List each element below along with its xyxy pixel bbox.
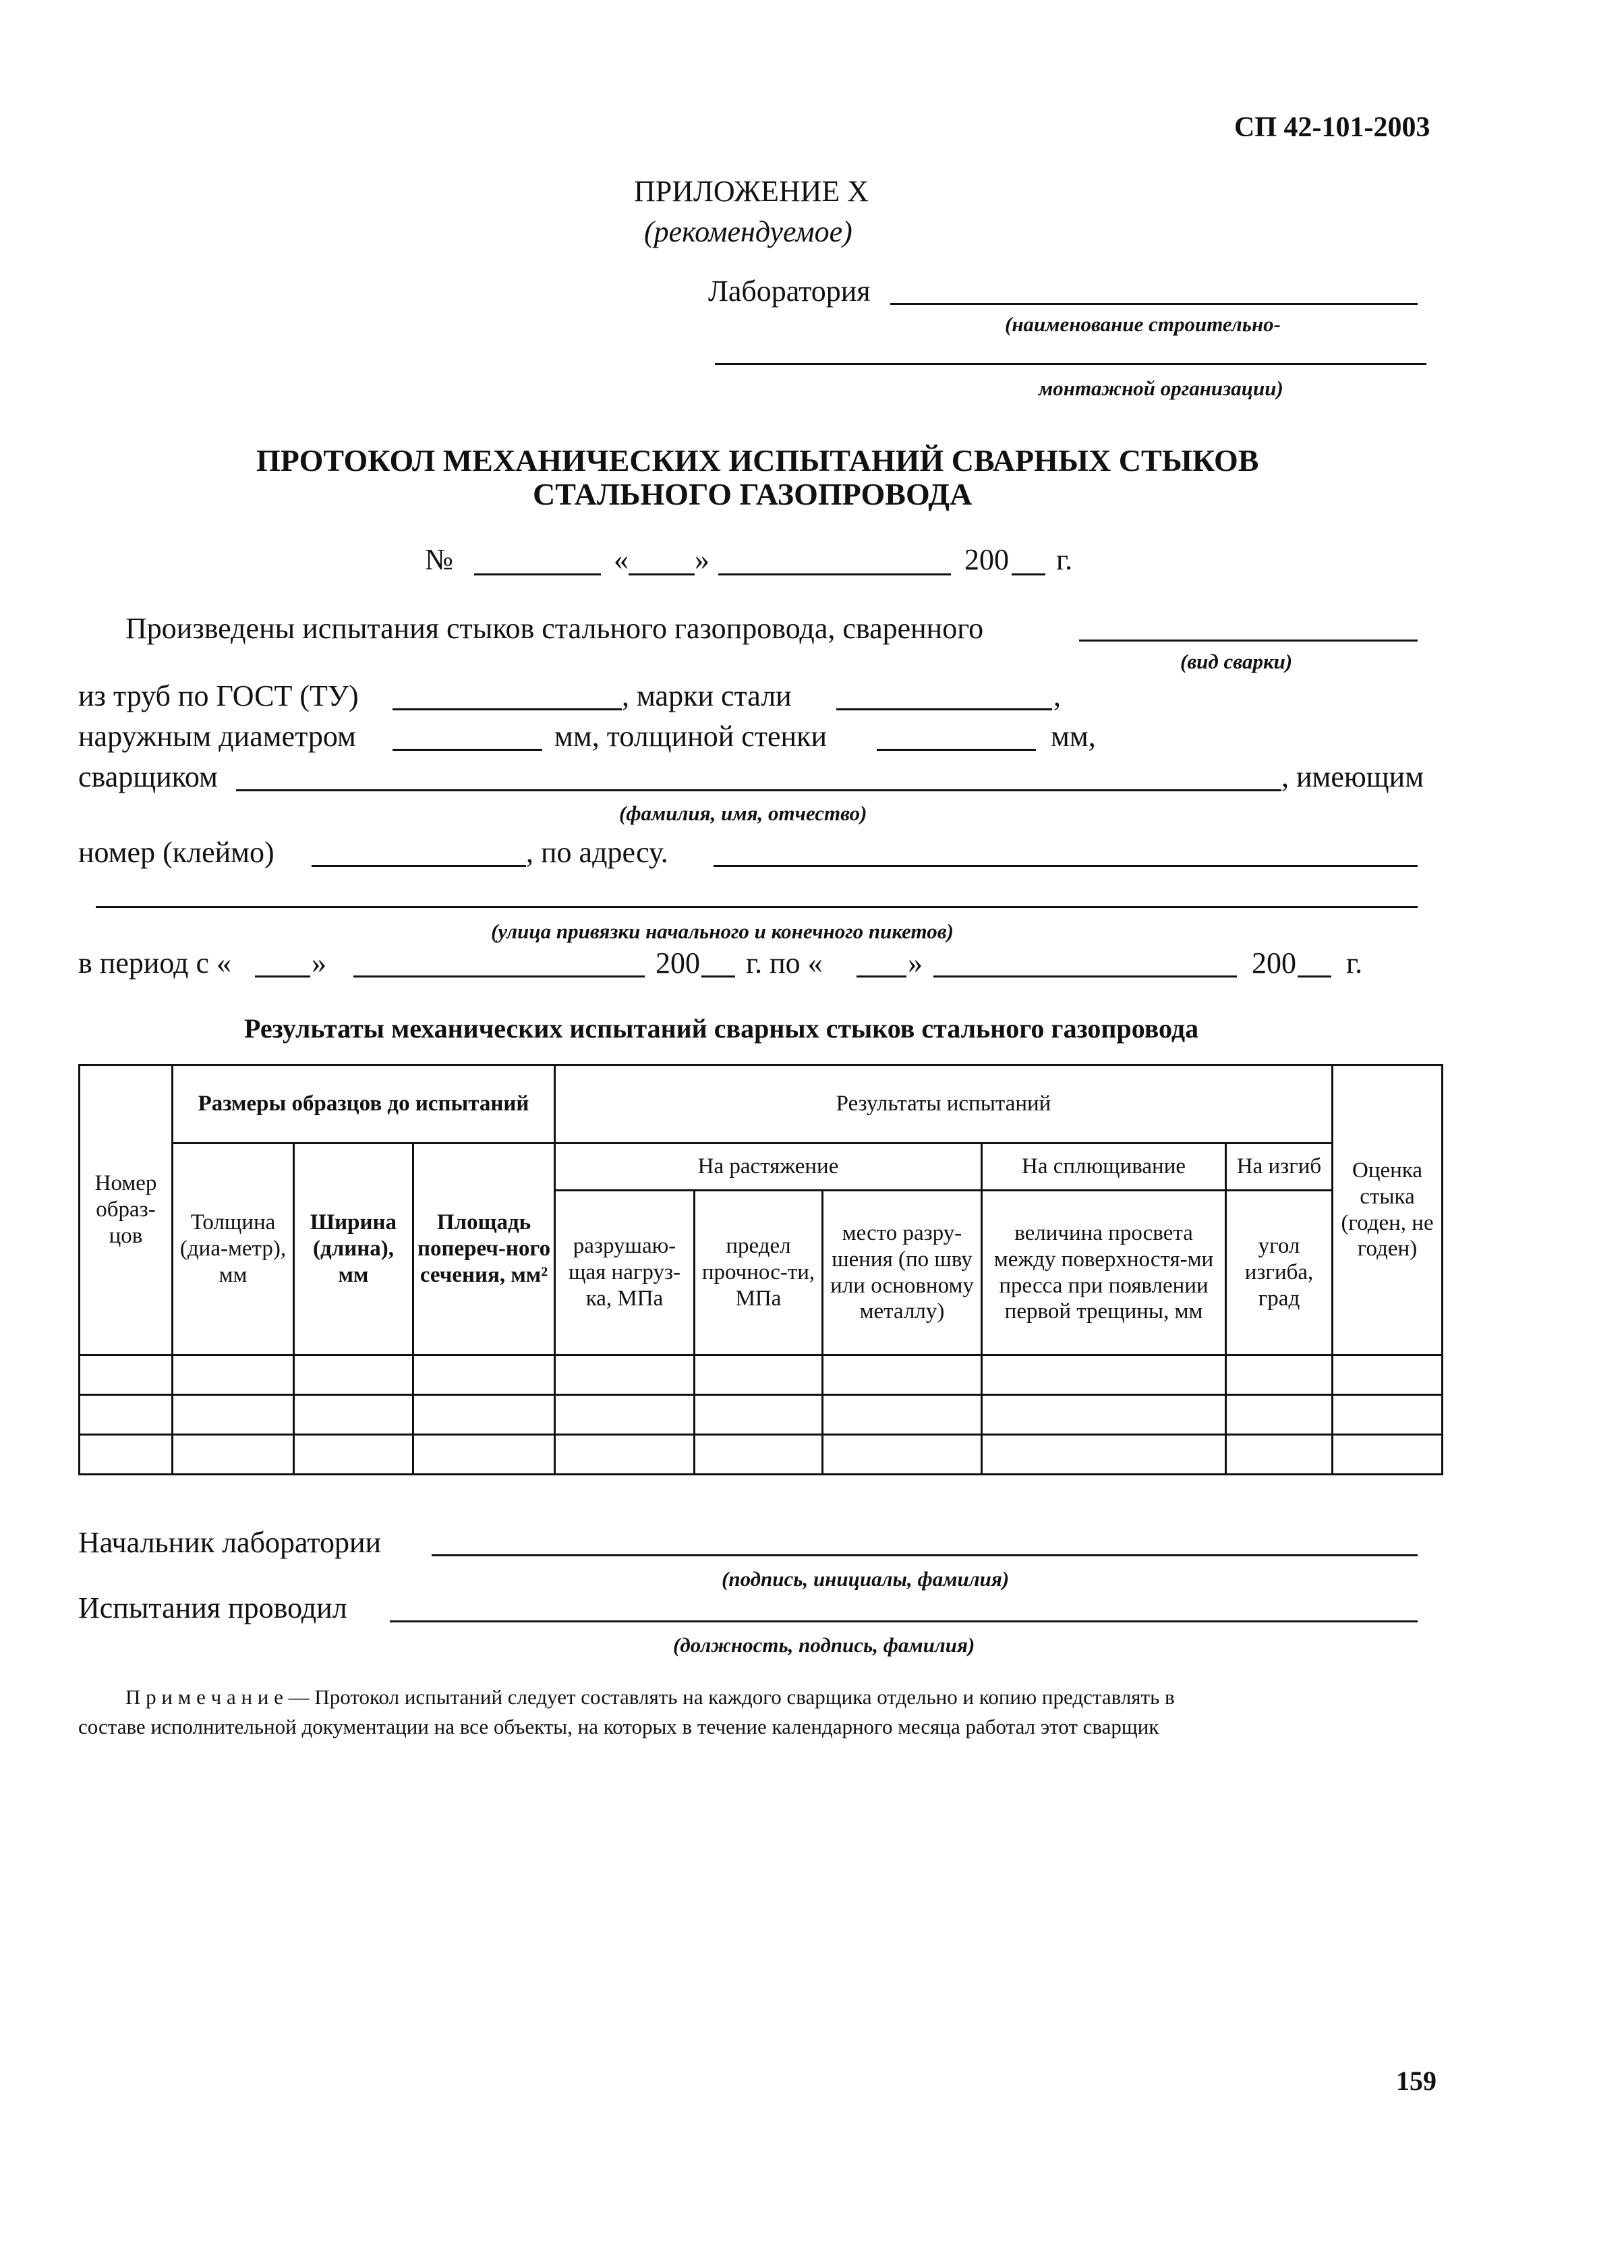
welding-type-hint: (вид сварки) <box>1180 650 1293 673</box>
table-cell[interactable] <box>173 1395 294 1435</box>
header-tension: На растяжение <box>555 1143 982 1191</box>
date-quote-close: » <box>695 543 709 576</box>
table-cell[interactable] <box>80 1395 173 1435</box>
header-thickness: Толщина (диа-метр), мм <box>173 1143 294 1355</box>
period-to-year-field[interactable] <box>1298 975 1331 977</box>
address-hint: (улица привязки начального и конечного пикетов) <box>491 919 954 943</box>
steel-grade-field[interactable] <box>836 708 1052 710</box>
welder-name-hint: (фамилия, имя, отчество) <box>619 801 867 825</box>
body-line-1: Произведены испытания стыков стального газопровода, сваренного <box>125 612 984 645</box>
results-title: Результаты механических испытаний сварных стыков стального газопровода <box>244 1013 1199 1044</box>
tester-label: Испытания проводил <box>78 1591 347 1624</box>
note-prefix: П р и м е ч а н и е <box>125 1685 283 1709</box>
table-cell[interactable] <box>695 1435 823 1475</box>
date-quote-open: « <box>614 543 629 576</box>
table-row <box>80 1395 1443 1435</box>
header-bending: На изгиб <box>1226 1143 1333 1191</box>
table-cell[interactable] <box>1226 1355 1333 1395</box>
date-year-field[interactable] <box>1012 573 1045 575</box>
protocol-number-field[interactable] <box>474 573 601 575</box>
period-to-day-field[interactable] <box>857 975 906 977</box>
outer-diameter-field[interactable] <box>393 749 542 751</box>
table-cell[interactable] <box>1333 1355 1443 1395</box>
table-cell[interactable] <box>294 1435 413 1475</box>
header-tensile-strength: предел прочнос-ти, МПа <box>695 1191 823 1355</box>
wall-thickness-field[interactable] <box>877 749 1036 751</box>
gost-field[interactable] <box>393 708 622 710</box>
header-bend-angle: угол изгиба, град <box>1226 1191 1333 1355</box>
laboratory-hint-2: монтажной организации) <box>1039 376 1283 400</box>
note-line-1 <box>125 1686 1175 1707</box>
header-assessment: Оценка стыка (годен, не годен) <box>1333 1065 1443 1355</box>
results-table <box>78 1064 1443 1475</box>
document-code: СП 42-101-2003 <box>1234 112 1430 143</box>
page-number: 159 <box>1396 2066 1437 2096</box>
address-label: , по адресу. <box>526 836 668 869</box>
header-width: Ширина (длина), мм <box>294 1143 413 1355</box>
welder-name-field[interactable] <box>236 789 1281 791</box>
lab-head-label: Начальник лаборатории <box>78 1526 382 1559</box>
table-cell[interactable] <box>294 1355 413 1395</box>
date-month-field[interactable] <box>718 573 951 575</box>
date-year-suffix: г. <box>1056 543 1073 576</box>
laboratory-hint-1: (наименование строительно- <box>1005 312 1281 336</box>
table-cell[interactable] <box>695 1355 823 1395</box>
period-to-year-suffix: г. <box>1346 946 1363 980</box>
welder-label: сварщиком <box>78 760 218 793</box>
date-day-field[interactable] <box>629 573 695 575</box>
table-row <box>80 1435 1443 1475</box>
table-cell[interactable] <box>982 1435 1226 1475</box>
header-breaking-load: разрушаю-щая нагруз-ка, МПа <box>555 1191 695 1355</box>
table-cell[interactable] <box>555 1395 695 1435</box>
header-area: Площадь попереч-ного сечения, мм² <box>413 1143 555 1355</box>
protocol-title-line-2: СТАЛЬНОГО ГАЗОПРОВОДА <box>533 477 973 511</box>
period-from-year-field[interactable] <box>701 975 735 977</box>
body-line-3-label: наружным диаметром <box>78 720 356 753</box>
address-field-2[interactable] <box>96 906 1418 908</box>
period-from-label: в период с « <box>78 946 232 980</box>
protocol-title-line-1: ПРОТОКОЛ МЕХАНИЧЕСКИХ ИСПЫТАНИЙ СВАРНЫХ СТЫКОВ <box>256 443 1259 478</box>
stamp-number-field[interactable] <box>312 865 526 867</box>
period-from-day-field[interactable] <box>255 975 310 977</box>
header-flattening: На сплющивание <box>982 1143 1226 1191</box>
table-cell[interactable] <box>413 1435 555 1475</box>
date-year-prefix: 200 <box>964 543 1009 576</box>
header-sample-number: Номер образ-цов <box>80 1065 173 1355</box>
header-sizes: Размеры образцов до испытаний <box>173 1065 555 1143</box>
stamp-number-label: номер (клеймо) <box>78 836 274 869</box>
lab-head-signature-field[interactable] <box>432 1554 1418 1556</box>
note-text-1: — Протокол испытаний следует составлять на каждого сварщика отдельно и копию представлять в <box>283 1685 1175 1709</box>
period-to-year-prefix: 200 <box>1252 946 1296 980</box>
header-test-results: Результаты испытаний <box>555 1065 1333 1143</box>
period-from-quote-close: » <box>312 946 326 980</box>
period-to-quote-close: » <box>908 946 923 980</box>
period-to-month-field[interactable] <box>933 975 1237 977</box>
table-row <box>80 1355 1443 1395</box>
address-field-1[interactable] <box>714 865 1418 867</box>
table-cell[interactable] <box>695 1395 823 1435</box>
table-cell[interactable] <box>823 1435 982 1475</box>
appendix-subtitle: (рекомендуемое) <box>644 215 852 248</box>
table-cell[interactable] <box>413 1355 555 1395</box>
table-cell[interactable] <box>80 1355 173 1395</box>
number-sign: № <box>425 543 453 576</box>
note-line-2: составе исполнительной документации на все объекты, на которых в течение календарного месяца работал этот сварщик <box>78 1715 1159 1738</box>
period-from-month-field[interactable] <box>353 975 645 977</box>
table-cell[interactable] <box>80 1435 173 1475</box>
wall-thickness-unit: мм, <box>1051 720 1096 753</box>
body-line-2-label: из труб по ГОСТ (ТУ) <box>78 679 359 712</box>
welder-having-label: , имеющим <box>1281 760 1424 793</box>
header-press-gap: величина просвета между поверхностя-ми пресса при появлении первой трещины, мм <box>982 1191 1226 1355</box>
welding-type-field[interactable] <box>1079 640 1418 642</box>
table-cell[interactable] <box>1333 1395 1443 1435</box>
tester-hint: (должность, подпись, фамилия) <box>673 1633 975 1657</box>
appendix-title: ПРИЛОЖЕНИЕ Х <box>634 175 869 208</box>
table-cell[interactable] <box>982 1355 1226 1395</box>
laboratory-field-line-1[interactable] <box>890 303 1418 305</box>
table-cell[interactable] <box>555 1435 695 1475</box>
table-cell[interactable] <box>555 1355 695 1395</box>
table-cell[interactable] <box>173 1435 294 1475</box>
table-cell[interactable] <box>294 1395 413 1435</box>
lab-head-hint: (подпись, инициалы, фамилия) <box>722 1567 1010 1591</box>
header-break-location: место разру-шения (по шву или основному металлу) <box>823 1191 982 1355</box>
wall-thickness-label: мм, толщиной стенки <box>554 720 827 753</box>
table-cell[interactable] <box>413 1395 555 1435</box>
tester-signature-field[interactable] <box>390 1620 1418 1622</box>
table-cell[interactable] <box>1226 1395 1333 1435</box>
laboratory-label: Лаборатория <box>708 275 871 308</box>
table-cell[interactable] <box>982 1395 1226 1435</box>
period-from-year-prefix: 200 <box>656 946 700 980</box>
steel-grade-label: , марки стали <box>622 679 792 712</box>
period-to-label: г. по « <box>746 946 823 980</box>
table-cell[interactable] <box>1226 1435 1333 1475</box>
laboratory-field-line-2[interactable] <box>715 363 1426 365</box>
table-cell[interactable] <box>823 1395 982 1435</box>
table-cell[interactable] <box>173 1355 294 1395</box>
table-cell[interactable] <box>1333 1435 1443 1475</box>
table-cell[interactable] <box>823 1355 982 1395</box>
steel-grade-comma: , <box>1053 679 1061 712</box>
